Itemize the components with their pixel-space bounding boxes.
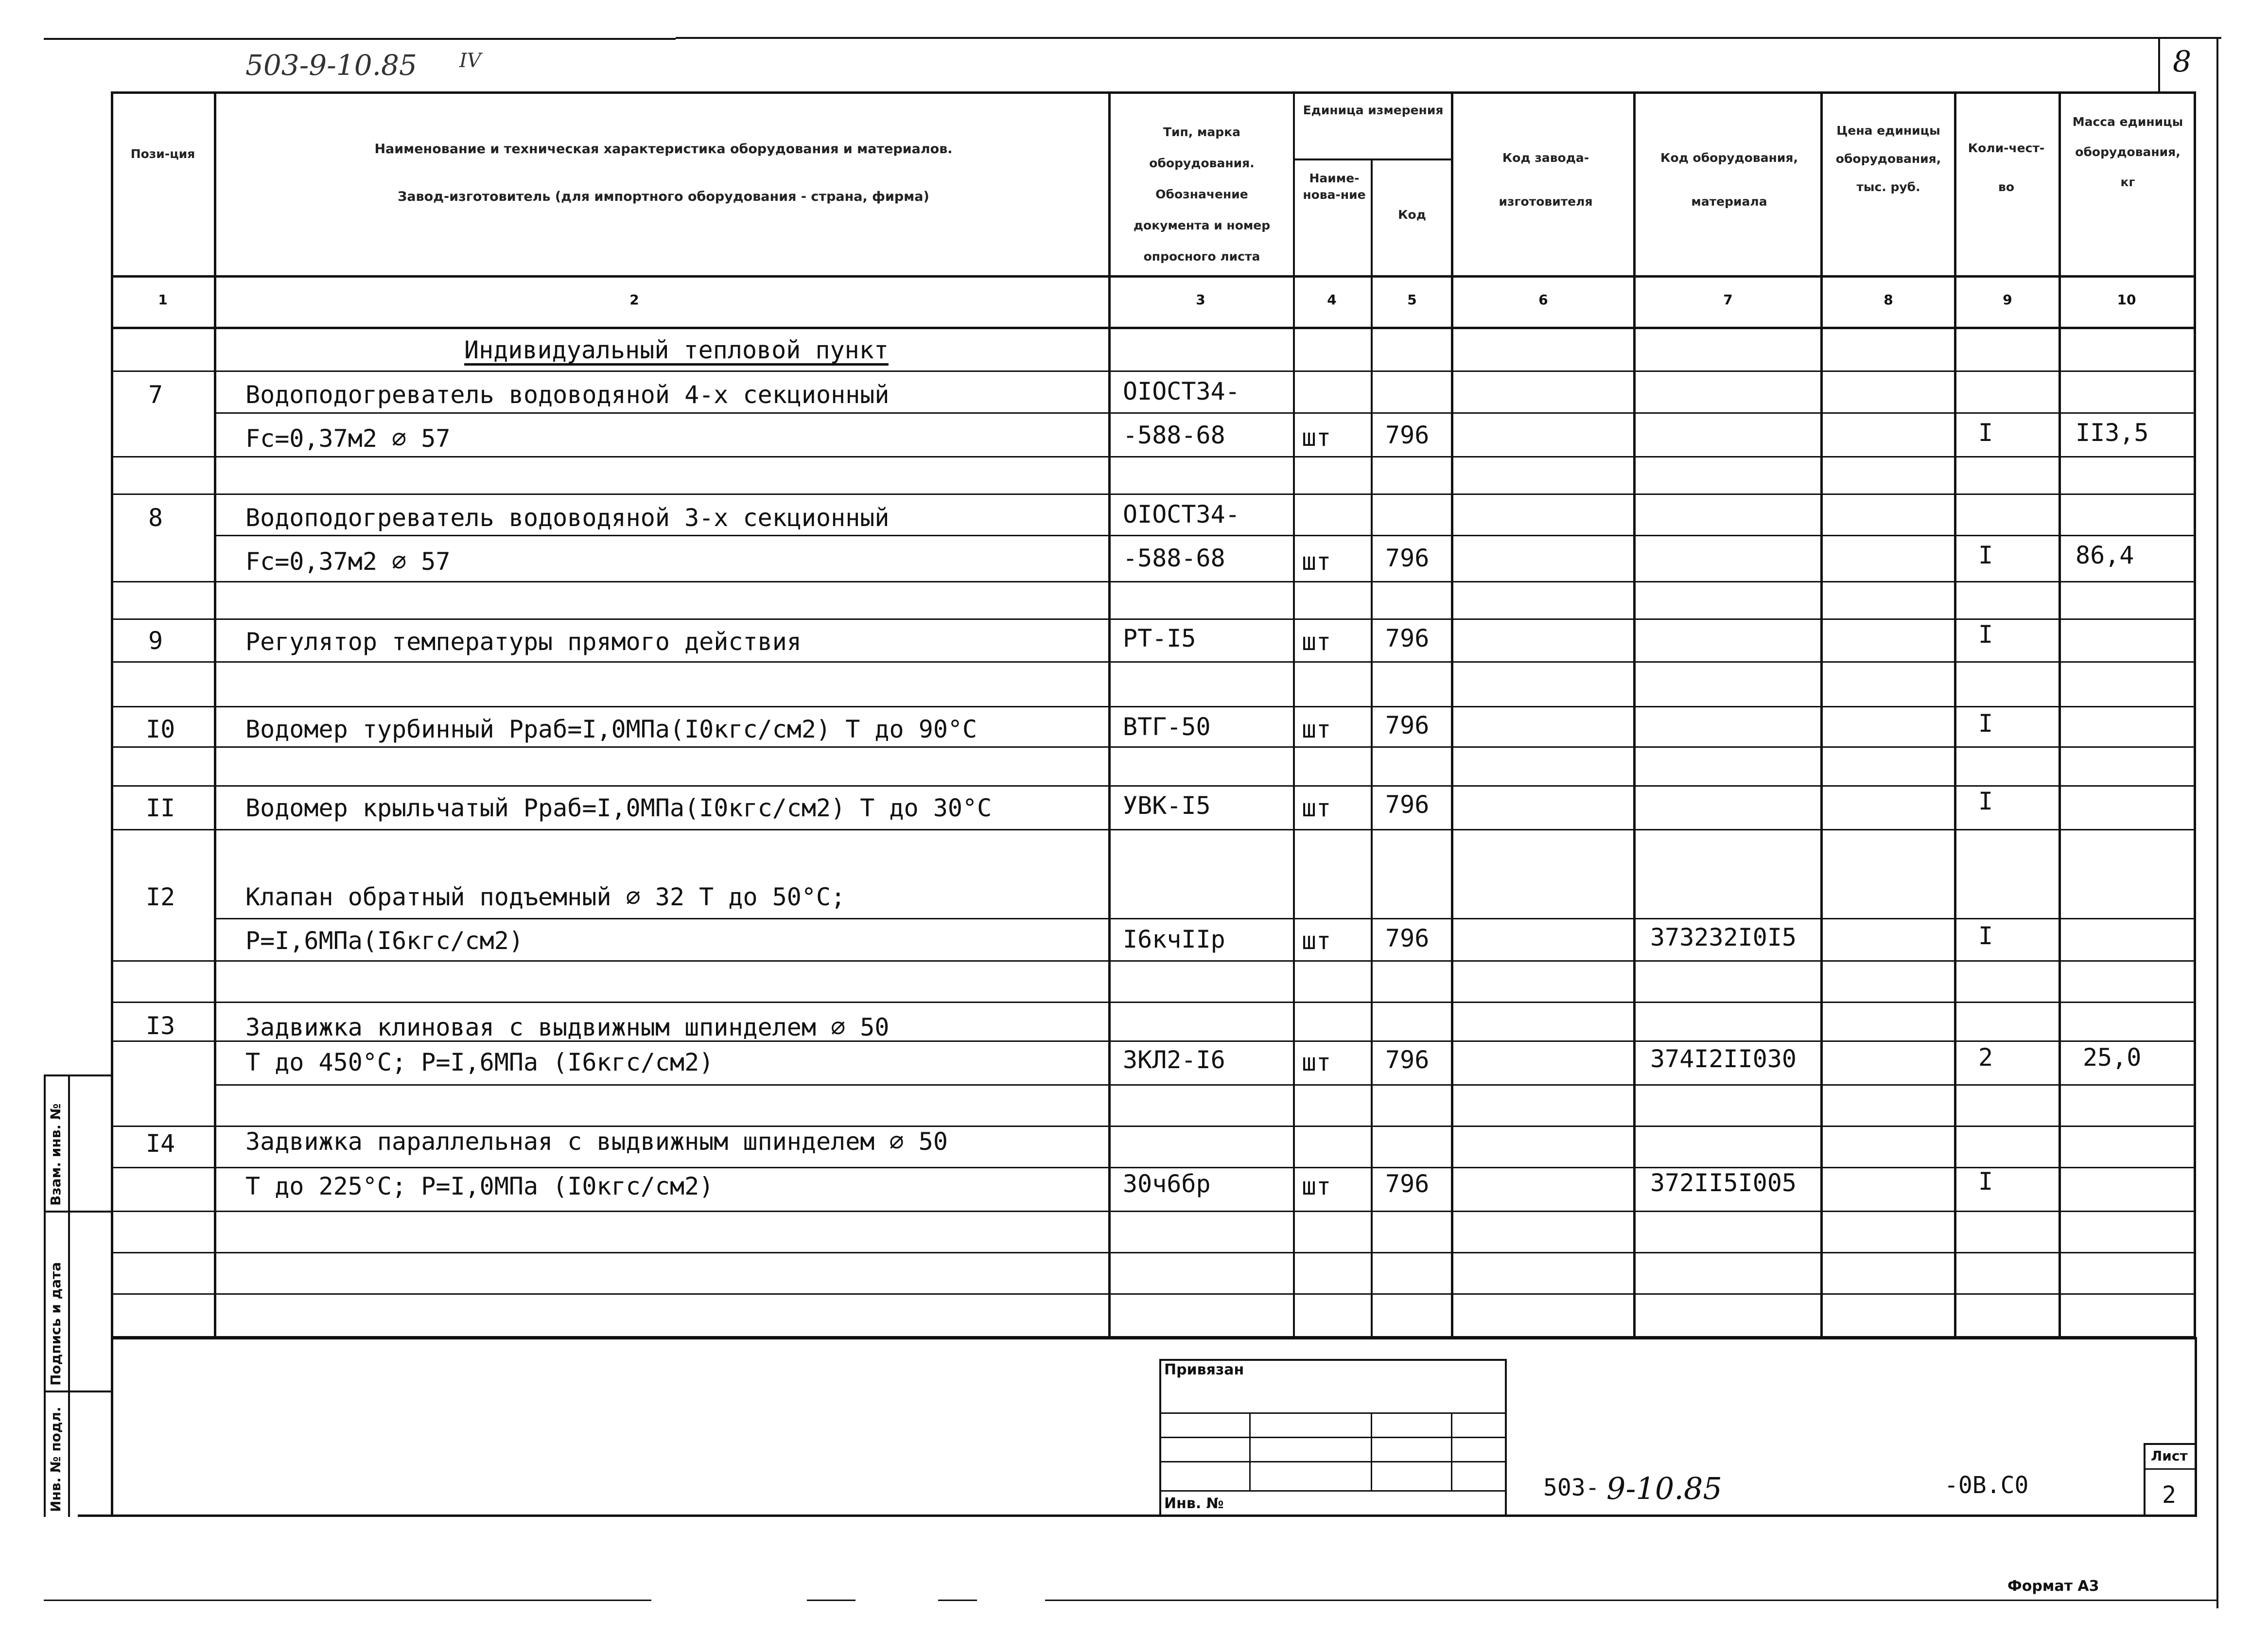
row-mass: II3,5 [2076, 419, 2149, 447]
row-name: Задвижка клиновая с выдвижным шпинделем ⌀ 50 [245, 1013, 890, 1041]
row-unit: шт [1302, 547, 1331, 576]
row-unit-code: 796 [1385, 1170, 1430, 1198]
row-qty: I [1978, 1167, 1993, 1196]
row-name: Т до 450°С; Р=I,6МПа (I6кгс/см2) [245, 1048, 714, 1076]
col-number: 7 [1723, 292, 1733, 308]
row-name: Водомер турбинный Рраб=I,0МПа(I0кгс/см2) Т до 90°С [245, 715, 977, 743]
row-type: ЗКЛ2-I6 [1123, 1046, 1225, 1074]
row-unit: шт [1302, 1172, 1331, 1200]
stamp-privyazan: Привязан [1164, 1361, 1244, 1378]
top-doc-code: 503-9-10.85 [245, 49, 417, 82]
row-qty: 2 [1978, 1043, 1993, 1072]
header-unit: Единица измерения [1303, 103, 1444, 117]
row-qty: I [1978, 787, 1993, 815]
top-roman: IV [459, 50, 481, 72]
row-position: 8 [148, 504, 163, 532]
row-name: Fc=0,37м2 ⌀ 57 [245, 424, 451, 453]
row-mass: 25,0 [2083, 1043, 2142, 1072]
row-unit-code: 796 [1385, 544, 1430, 572]
col-number: 10 [2117, 292, 2136, 308]
row-unit: шт [1302, 715, 1331, 743]
row-qty: I [1978, 620, 1993, 649]
row-equip-code: 372II5I005 [1650, 1169, 1797, 1197]
row-type: ВТГ-50 [1123, 713, 1211, 741]
row-name: Fc=0,37м2 ⌀ 57 [245, 547, 451, 576]
row-qty: I [1978, 541, 1993, 569]
header-equip-code: Код оборудования, материала [1660, 151, 1798, 209]
row-position: 9 [148, 627, 163, 655]
row-unit-code: 796 [1385, 924, 1430, 952]
header-name-line2: Завод-изготовитель (для импортного оборудования - страна, фирма) [398, 189, 929, 204]
row-equip-code: 374I2II030 [1650, 1045, 1797, 1073]
row-type: РТ-I5 [1123, 624, 1196, 652]
row-unit: шт [1302, 628, 1331, 656]
format-label: Формат А3 [2007, 1578, 2099, 1595]
col-number: 8 [1884, 292, 1893, 308]
row-position: I4 [146, 1129, 175, 1158]
row-type: ОIОСТ34- [1123, 500, 1240, 528]
row-type: -588-68 [1123, 421, 1225, 449]
section-title: Индивидуальный тепловой пункт [464, 336, 889, 364]
col-number: 3 [1196, 292, 1205, 308]
row-type: -588-68 [1123, 544, 1225, 572]
row-name: Р=I,6МПа(I6кгс/см2) [245, 927, 523, 955]
row-unit-code: 796 [1385, 624, 1430, 652]
sidebar-inv-podl: Инв. № подл. [48, 1407, 64, 1512]
col-number: 6 [1538, 292, 1548, 308]
row-position: I3 [146, 1012, 175, 1040]
sidebar-vzam: Взам. инв. № [48, 1103, 64, 1206]
row-position: I0 [146, 715, 175, 743]
row-unit-code: 796 [1385, 711, 1430, 739]
row-unit: шт [1302, 794, 1331, 822]
col-number: 1 [158, 292, 168, 308]
row-qty: I [1978, 922, 1993, 950]
header-unit-name: Наиме-нова-ние [1303, 171, 1366, 202]
header-position: Пози-ция [130, 147, 195, 161]
header-unit-code: Код [1398, 208, 1426, 222]
header-qty: Коли-чест-во [1968, 141, 2045, 194]
row-unit: шт [1302, 927, 1331, 955]
col-number: 5 [1407, 292, 1417, 308]
row-position: I2 [146, 883, 175, 911]
col-number: 4 [1327, 292, 1337, 308]
row-unit-code: 796 [1385, 421, 1430, 449]
row-name: Т до 225°С; Р=I,0МПа (I0кгс/см2) [245, 1172, 714, 1200]
row-unit: шт [1302, 1048, 1331, 1076]
sidebar-podpis: Подпись и дата [48, 1262, 64, 1386]
list-label: Лист [2151, 1448, 2188, 1464]
row-type: ОIОСТ34- [1123, 377, 1240, 405]
list-number: 2 [2162, 1481, 2176, 1509]
row-name: Задвижка параллельная с выдвижным шпинделем ⌀ 50 [245, 1127, 948, 1156]
row-name: Регулятор температуры прямого действия [245, 628, 802, 656]
row-name: Водоподогреватель водоводяной 4-х секционный [245, 381, 890, 409]
row-name: Водоподогреватель водоводяной 3-х секционный [245, 504, 890, 532]
col-number: 2 [629, 292, 639, 308]
row-type: УВК-I5 [1123, 792, 1211, 820]
row-type: I6кчIIр [1123, 925, 1225, 953]
doc-suffix: -0В.С0 [1944, 1472, 2029, 1499]
row-unit-code: 796 [1385, 791, 1430, 819]
row-qty: I [1978, 709, 1993, 738]
row-equip-code: 373232I0I5 [1650, 923, 1797, 951]
row-unit: шт [1302, 423, 1331, 452]
row-type: 30ч6бр [1123, 1170, 1211, 1198]
row-name: Водомер крыльчатый Рраб=I,0МПа(I0кгс/см2) Т до 30°С [245, 794, 992, 822]
row-position: 7 [148, 381, 163, 409]
row-name: Клапан обратный подъемный ⌀ 32 Т до 50°С; [245, 883, 846, 911]
header-type: Тип, марка оборудования. Обозначение документа и номер опросного листа [1133, 125, 1271, 264]
header-name-line1: Наименование и техническая характеристика оборудования и материалов. [374, 141, 953, 157]
col-number: 9 [2003, 292, 2012, 308]
row-mass: 86,4 [2076, 541, 2134, 569]
row-unit-code: 796 [1385, 1046, 1430, 1074]
header-price: Цена единицы оборудования, тыс. руб. [1835, 123, 1941, 194]
header-mass: Масса единицы оборудования, кг [2072, 115, 2183, 189]
doc-code-handwritten: 9-10.85 [1606, 1471, 1722, 1506]
row-qty: I [1978, 419, 1993, 447]
doc-code-prefix: 503- [1543, 1474, 1600, 1501]
header-mfr-code: Код завода-изготовителя [1499, 151, 1593, 209]
stamp-inv-no: Инв. № [1164, 1495, 1224, 1512]
sheet-corner-number: 8 [2173, 45, 2192, 79]
row-position: II [146, 794, 175, 822]
